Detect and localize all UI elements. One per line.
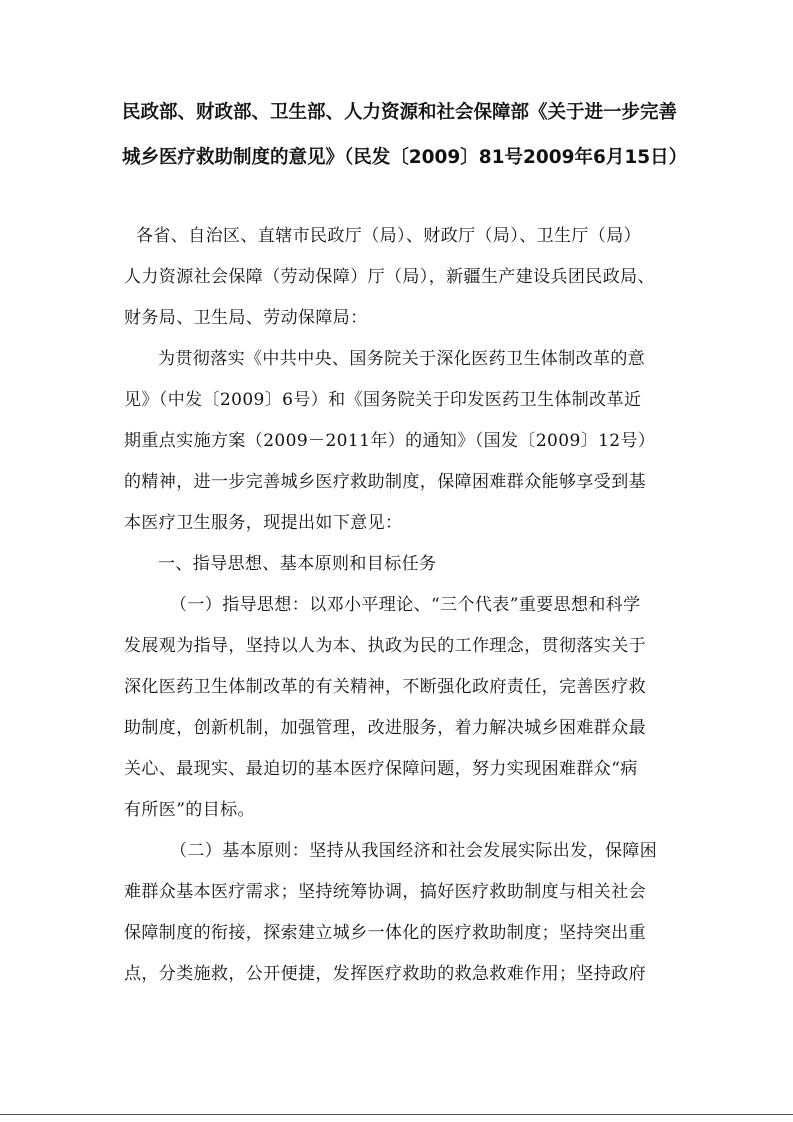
paragraph-line: （二）基本原则：坚持从我国经济和社会发展实际出发，保障困 <box>170 841 658 861</box>
paragraph-line: 点，分类施救，公开便捷，发挥医疗救助的救急救难作用；坚持政府 <box>124 964 646 984</box>
paragraph-line: （一）指导思想：以邓小平理论、“三个代表”重要思想和科学 <box>170 595 641 615</box>
paragraph-line: 见》（中发〔2009〕6号）和《国务院关于印发医药卫生体制改革近 <box>124 390 642 410</box>
addressee-line: 财务局、卫生局、劳动保障局： <box>124 308 368 328</box>
document-title <box>122 90 688 180</box>
section-heading: 一、指导思想、基本原则和目标任务 <box>158 554 437 574</box>
paragraph-line: 保障制度的衔接，探索建立城乡一体化的医疗救助制度；坚持突出重 <box>124 923 646 943</box>
paragraph-line: 为贯彻落实《中共中央、国务院关于深化医药卫生体制改革的意 <box>158 349 646 369</box>
paragraph-line: 发展观为指导，坚持以人为本、执政为民的工作理念，贯彻落实关于 <box>124 636 646 656</box>
page-bottom-rule <box>0 1114 793 1115</box>
paragraph-line: 关心、最现实、最迫切的基本医疗保障问题，努力实现困难群众“病 <box>124 759 638 779</box>
paragraph-line: 期重点实施方案（2009－2011年）的通知》（国发〔2009〕12号） <box>124 431 656 451</box>
title-line: 民政部、财政部、卫生部、人力资源和社会保障部《关于进一步完善 <box>122 102 678 123</box>
paragraph-line: 的精神，进一步完善城乡医疗救助制度，保障困难群众能够享受到基 <box>124 472 646 492</box>
document-body <box>124 216 680 995</box>
paragraph-line: 难群众基本医疗需求；坚持统筹协调，搞好医疗救助制度与相关社会 <box>124 882 646 902</box>
paragraph-line: 本医疗卫生服务，现提出如下意见： <box>124 513 403 533</box>
addressee-line: 各省、自治区、直辖市民政厅（局）、财政厅（局）、卫生厅（局） <box>136 226 641 246</box>
paragraph-line: 助制度，创新机制，加强管理，改进服务，着力解决城乡困难群众最 <box>124 718 646 738</box>
paragraph-line: 有所医”的目标。 <box>124 800 255 820</box>
title-line: 城乡医疗救助制度的意见》（民发〔2009〕81号2009年6月15日） <box>122 147 688 168</box>
paragraph-line: 深化医药卫生体制改革的有关精神，不断强化政府责任，完善医疗救 <box>124 677 646 697</box>
addressee-line: 人力资源社会保障（劳动保障）厅（局），新疆生产建设兵团民政局、 <box>124 267 655 287</box>
